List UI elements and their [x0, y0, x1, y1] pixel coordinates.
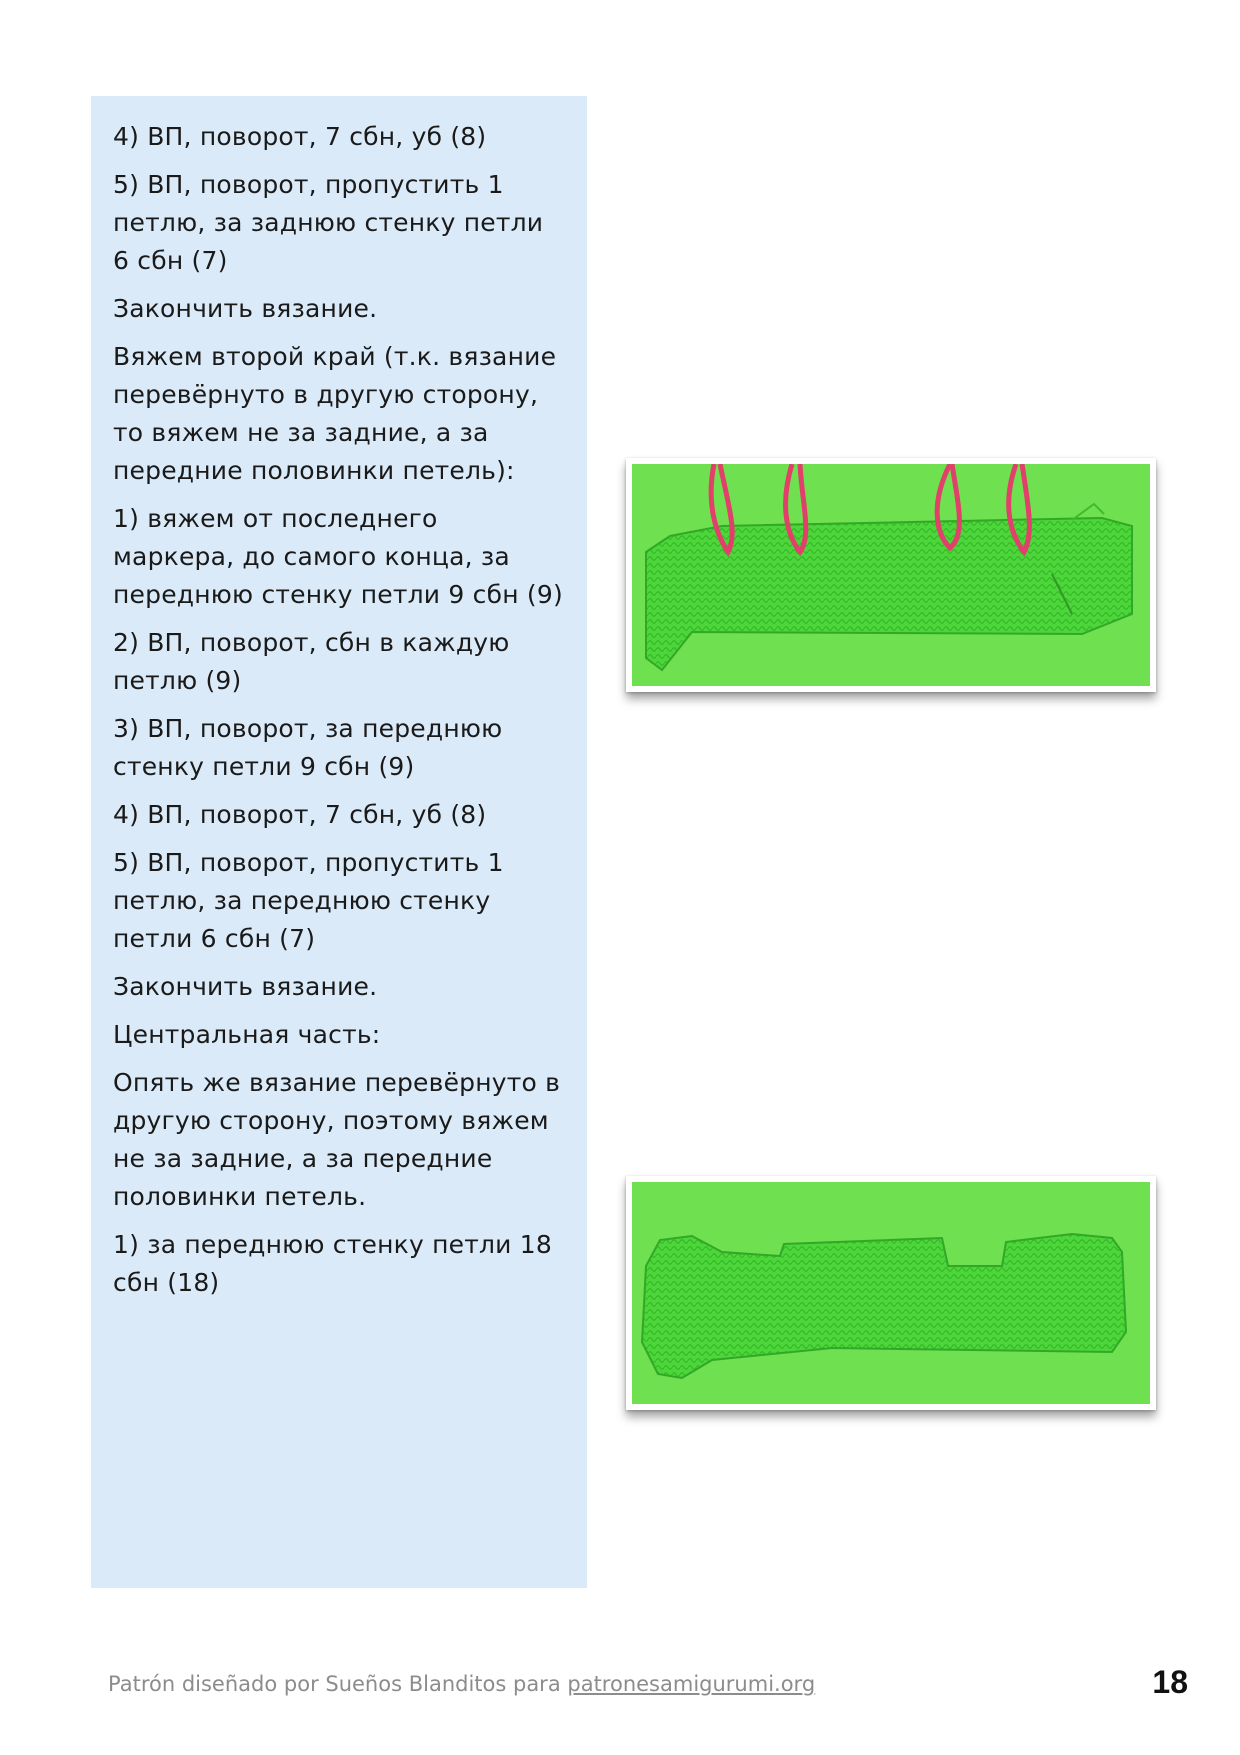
instruction-paragraph: Опять же вязание перевёрнуто в другую сторону, поэтому вяжем не за задние, а за передние половинки петель. — [113, 1068, 561, 1211]
crochet-photo-markers-image — [632, 464, 1150, 686]
instruction-paragraph: 4) ВП, поворот, 7 сбн, уб (8) — [113, 122, 487, 151]
instruction-paragraph: Закончить вязание. — [113, 294, 378, 323]
instruction-paragraph: 4) ВП, поворот, 7 сбн, уб (8) — [113, 800, 487, 829]
footer-credit-text: Patrón diseñado por Sueños Blanditos para — [108, 1672, 568, 1696]
instruction-paragraph: 1) за переднюю стенку петли 18 сбн (18) — [113, 1230, 552, 1297]
instruction-paragraph: 5) ВП, поворот, пропустить 1 петлю, за переднюю стенку петли 6 сбн (7) — [113, 848, 504, 953]
instruction-paragraph: Центральная часть: — [113, 1020, 381, 1049]
page-number: 18 — [1152, 1664, 1188, 1700]
footer-website-link[interactable]: patronesamigurumi.org — [567, 1672, 816, 1696]
crochet-photo-markers — [626, 458, 1156, 692]
instruction-paragraph: 2) ВП, поворот, сбн в каждую петлю (9) — [113, 628, 510, 695]
crochet-photo-central — [626, 1176, 1156, 1410]
crochet-photo-central-image — [632, 1182, 1150, 1404]
instruction-paragraph: Вяжем второй край (т.к. вязание перевёрнуто в другую сторону, то вяжем не за задние, а за передние половинки петель): — [113, 342, 557, 485]
instructions-panel — [91, 96, 587, 1588]
instruction-paragraph: 1) вяжем от последнего маркера, до самого конца, за переднюю стенку петли 9 сбн (9) — [113, 504, 563, 609]
footer-credit — [108, 1672, 815, 1696]
instruction-paragraph: 5) ВП, поворот, пропустить 1 петлю, за заднюю стенку петли 6 сбн (7) — [113, 170, 544, 275]
instruction-paragraph: 3) ВП, поворот, за переднюю стенку петли 9 сбн (9) — [113, 714, 503, 781]
instruction-paragraph: Закончить вязание. — [113, 972, 378, 1001]
